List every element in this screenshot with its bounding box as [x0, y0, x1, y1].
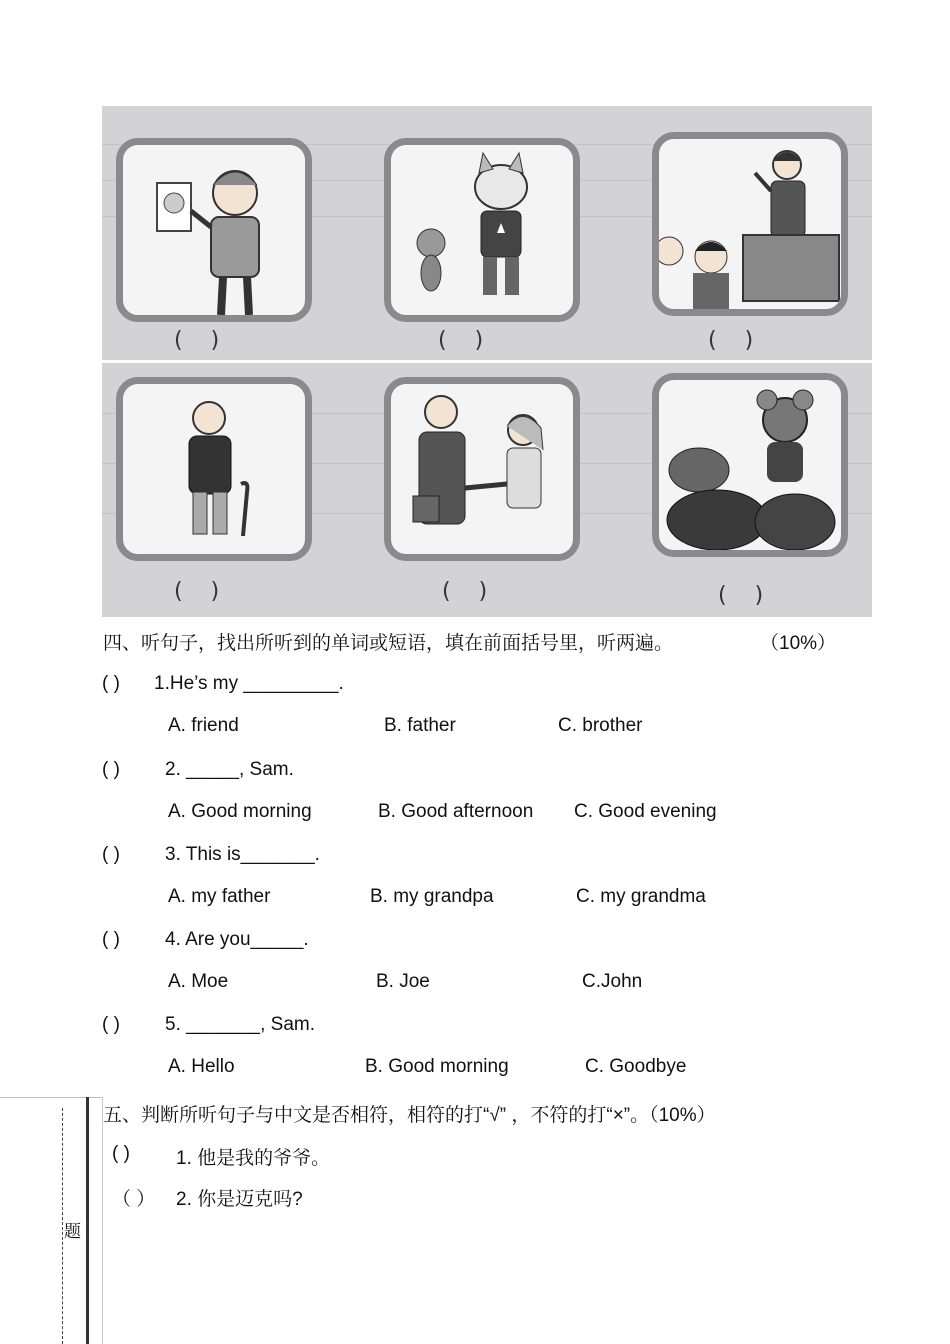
option-b: B. Good morning [365, 1056, 509, 1077]
option-b: B. Joe [376, 971, 430, 992]
answer-paren[interactable]: ( ) [102, 844, 120, 865]
option-b: B. my grandpa [370, 886, 494, 907]
question-text: 1. 他是我的爷爷。 [176, 1148, 331, 1169]
answer-paren[interactable]: ( ) [102, 929, 120, 950]
binding-dashed-line [62, 1108, 63, 1344]
margin-label: 题 [64, 1222, 81, 1241]
section-5-title: 五、判断所听句子与中文是否相符，相符的打“√” ，不符的打“×”。（10%） [103, 1105, 716, 1126]
binding-solid-line [86, 1097, 89, 1344]
option-c: C. brother [558, 715, 643, 736]
answer-blank-3[interactable] [708, 328, 781, 353]
picture-row-2 [102, 363, 872, 617]
option-c: C.John [582, 971, 643, 992]
question-text: 2. 你是迈克吗? [176, 1189, 303, 1210]
option-a: A. Moe [168, 971, 229, 992]
question-stem: 4. Are you_____. [165, 929, 309, 950]
option-c: C. my grandma [576, 886, 706, 907]
answer-blank-6[interactable] [718, 583, 791, 608]
section-4-score: （10%） [760, 633, 837, 654]
answer-blank-4[interactable] [174, 579, 247, 604]
content-border-line [102, 1097, 103, 1344]
picture-row-1 [102, 106, 872, 360]
question-stem: 3. This is_______. [165, 844, 320, 865]
option-b: B. father [384, 715, 456, 736]
answer-paren[interactable]: ( ) [102, 759, 120, 780]
picture-boy-with-photo [116, 138, 312, 322]
answer-blank-2[interactable] [438, 328, 511, 353]
option-a: A. Hello [168, 1056, 235, 1077]
question-stem: 1.He’s my _________. [154, 673, 344, 694]
option-a: A. Good morning [168, 801, 312, 822]
picture-teacher-greeting-students [652, 132, 848, 316]
picture-cat-and-mouse [384, 138, 580, 322]
picture-handshake [384, 377, 580, 561]
answer-blank-5[interactable] [442, 579, 515, 604]
option-a: A. friend [168, 715, 239, 736]
option-a: A. my father [168, 886, 271, 907]
picture-grandpa-with-cane [116, 377, 312, 561]
answer-paren[interactable]: ( ) [102, 673, 120, 694]
section-4-title: 四、听句子，找出所听到的单词或短语，填在前面括号里，听两遍。 [103, 633, 674, 654]
answer-paren[interactable]: （ ） [112, 1189, 156, 1210]
question-stem: 2. _____, Sam. [165, 759, 294, 780]
answer-blank-1[interactable] [174, 328, 247, 353]
option-c: C. Goodbye [585, 1056, 687, 1077]
option-c: C. Good evening [574, 801, 717, 822]
option-b: B. Good afternoon [378, 801, 534, 822]
answer-paren[interactable]: ( ) [112, 1143, 130, 1164]
picture-mouse-and-bears [652, 373, 848, 557]
answer-paren[interactable]: ( ) [102, 1014, 120, 1035]
question-stem: 5. _______, Sam. [165, 1014, 315, 1035]
